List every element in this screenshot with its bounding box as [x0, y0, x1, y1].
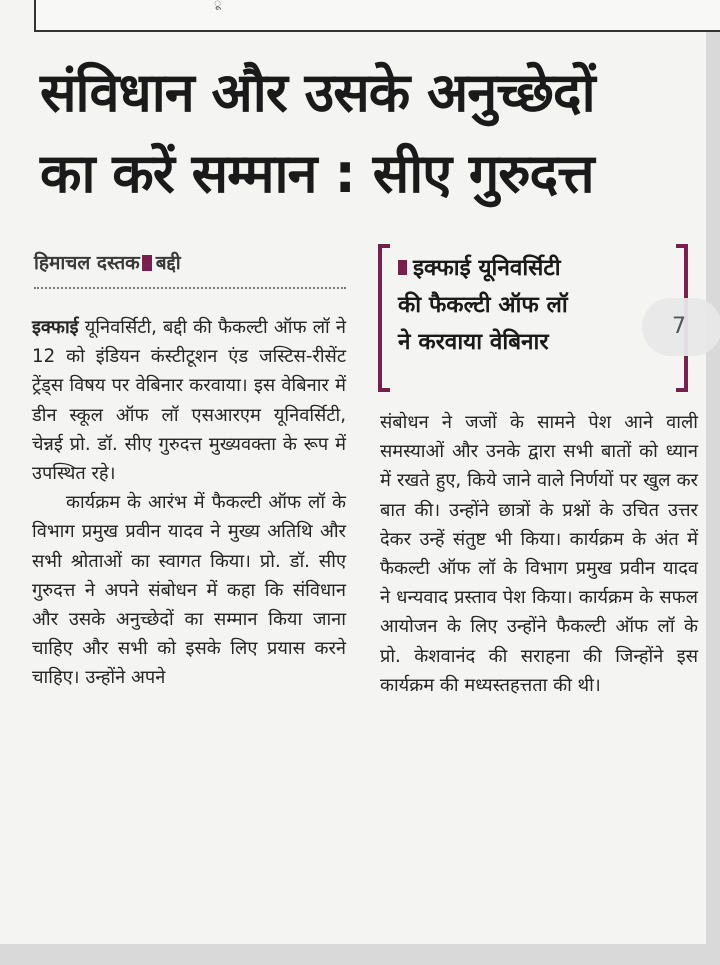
byline-place: बद्दी	[155, 252, 181, 274]
box-bracket-left-bottom	[378, 388, 390, 392]
subheadline-line-1-text: इक्फाई यूनिवर्सिटी	[413, 255, 561, 281]
headline-line-2: का करें सम्मान : सीए गुरुदत्त	[40, 142, 594, 205]
subheadline-square-icon	[398, 260, 407, 275]
byline	[34, 249, 344, 275]
lead-word: इक्फाई	[32, 317, 79, 338]
left-paragraph-2: कार्यक्रम के आरंभ में फैकल्टी ऑफ लॉ के विभाग प्रमुख प्रवीन यादव ने मुख्य अतिथि और सभी श्रोताओं का स्वागत किया। प्रो. डॉ. सीए गुरुदत्त ने अपने संबोधन में कहा कि संविधान और उसके अनुच्छेदों का सम्मान किया जाना चाहिए और सभी को इसके लिए प्रयास करने चाहिए। उन्होंने अपने	[32, 492, 346, 689]
headline-line-1: संविधान और उसके अनुच्छेदों	[40, 61, 595, 124]
subheadline	[398, 250, 678, 361]
left-paragraph-1-text: यूनिवर्सिटी, बद्दी की फैकल्टी ऑफ लॉ ने 12 को इंडियन कंस्टीटूशन एंड जस्टिस-रीसेंट ट्रेंड्स विषय पर वेबिनार करवाया। इस वेबिनार में डीन स्कूल ऑफ लॉ एसआरएम यूनिवर्सिटी, चेन्नई प्रो. डॉ. सीए गुरुदत्त मुख्यवक्ता के रूप में उपस्थित रहे।	[32, 317, 346, 485]
top-text-fragment: ू	[214, 0, 222, 10]
page-indicator[interactable]: 7	[642, 298, 720, 356]
box-bracket-left-top	[378, 244, 390, 248]
subheadline-line-2: की फैकल्टी ऑफ लॉ	[398, 292, 568, 318]
previous-article-edge	[34, 0, 720, 32]
article-column-right	[380, 408, 698, 700]
subheadline-line-1	[398, 250, 678, 287]
byline-square-icon	[142, 255, 152, 271]
box-bracket-right-top	[676, 244, 688, 248]
article-column-left	[32, 313, 346, 693]
box-bracket-right-bottom	[676, 388, 688, 392]
subheadline-line-3: ने करवाया वेबिनार	[398, 329, 549, 355]
right-paragraph-1: संबोधन ने जजों के सामने पेश आने वाली समस्याओं और उनके द्वारा सभी बातों को ध्यान में रखते हुए, किये जाने वाले निर्णयों पर खुल कर बात की। उन्होंने छात्रों के प्रश्नों के उचित उत्तर देकर उन्हें संतुष्ट भी किया। कार्यक्रम के अंत में फैकल्टी ऑफ लॉ के विभाग प्रमुख प्रवीन यादव ने धन्यवाद प्रस्ताव पेश किया। कार्यक्रम के सफल आयोजन के लिए उन्होंने फैकल्टी ऑफ लॉ के प्रो. केशवानंद की सराहना की जिन्होंने इस कार्यक्रम की मध्यस्तहत्तता की थी।	[380, 412, 698, 696]
box-bracket-left	[378, 244, 382, 392]
byline-divider	[34, 287, 346, 289]
left-paragraph-1	[32, 313, 346, 488]
byline-source: हिमाचल दस्तक	[34, 252, 140, 274]
